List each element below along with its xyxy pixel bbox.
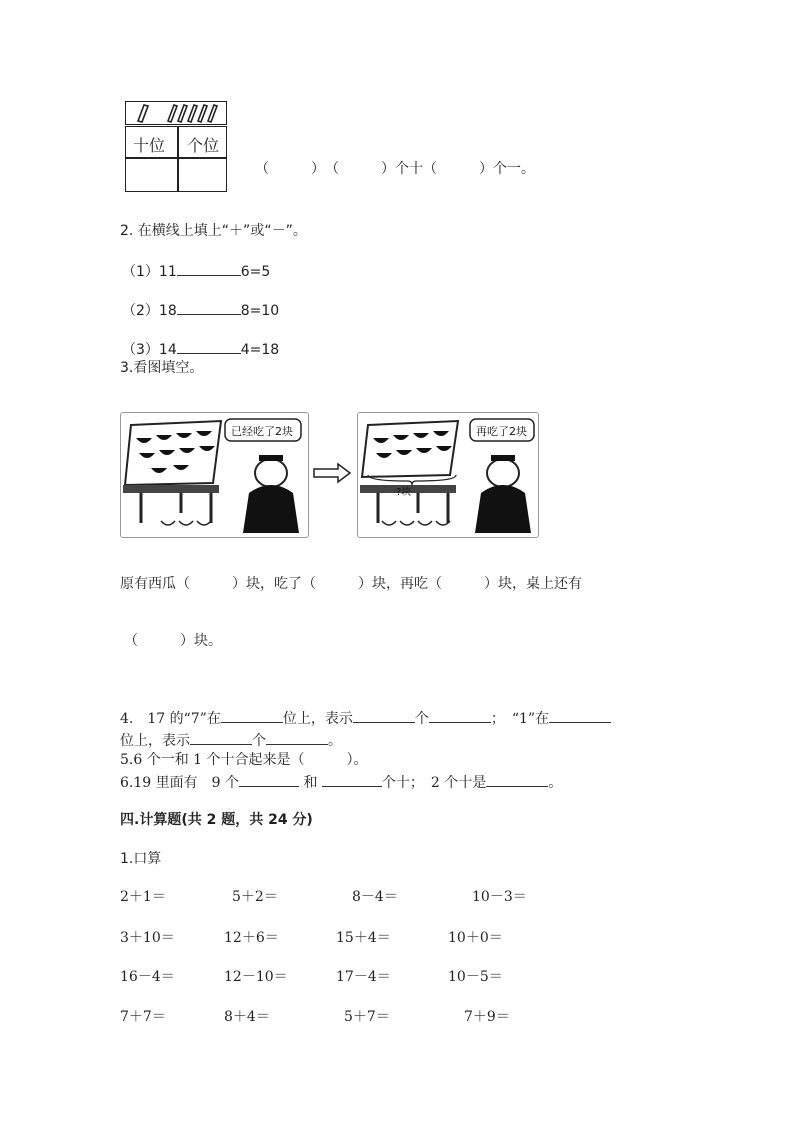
answer-blank[interactable] [239, 772, 299, 787]
answer-blank[interactable] [549, 708, 611, 723]
counting-sticks-figure [125, 101, 227, 125]
answer-blank[interactable] [177, 339, 241, 354]
answer-blank[interactable] [177, 261, 241, 276]
tens-column-label: 十位 [133, 136, 166, 155]
q2-item-1: （1）11 6=5 [122, 261, 270, 281]
q3-line-2: （ ）块。 [124, 633, 222, 649]
answer-blank[interactable] [221, 708, 283, 723]
q4-line-2: 位上，表示 个 。 [120, 730, 342, 750]
place-value-grid [125, 126, 227, 192]
calc-item: 7＋7＝ [120, 1009, 166, 1025]
calc-item: 15＋4＝ [336, 930, 391, 946]
right-arrow-icon [312, 462, 352, 484]
q2-title: 2. 在横线上填上“＋”或“－”。 [120, 223, 307, 239]
sticks-icon [126, 102, 226, 124]
watermelon-picture-right [357, 412, 539, 538]
q2-item-3: （3）14 4=18 [122, 339, 279, 359]
answer-blank[interactable] [486, 772, 548, 787]
calc-item: 16－4＝ [120, 969, 175, 985]
calc-item: 5＋7＝ [344, 1009, 390, 1025]
place-value-table [125, 101, 227, 191]
calc-item: 2＋1＝ [120, 889, 166, 905]
calc-item: 17－4＝ [336, 969, 391, 985]
answer-blank[interactable] [177, 300, 241, 315]
calc-item: 10＋0＝ [448, 930, 503, 946]
bubble-left-text: 已经吃了2块 [231, 425, 293, 438]
calc-item: 10－5＝ [448, 969, 503, 985]
q2-item-2: （2）18 8=10 [122, 300, 279, 320]
q4-line-1: 4. 17 的“7”在 位上，表示 个 ； “1”在 [120, 708, 611, 728]
calc-title: 1.口算 [120, 851, 162, 867]
section-title: 四.计算题(共 2 题，共 24 分) [120, 812, 313, 828]
calc-item: 12＋6＝ [224, 930, 279, 946]
question-mark-label: ?块 [396, 487, 412, 498]
calc-item: 10－3＝ [472, 889, 527, 905]
calc-item: 3＋10＝ [120, 930, 175, 946]
answer-blank[interactable] [322, 772, 382, 787]
q3-title: 3.看图填空。 [120, 360, 204, 376]
q5-text: 5.6 个一和 1 个十合起来是（ ）。 [120, 752, 368, 768]
answer-blank[interactable] [429, 708, 491, 723]
answer-blank[interactable] [190, 730, 252, 745]
ones-column-label: 个位 [187, 136, 220, 155]
answer-blank[interactable] [353, 708, 415, 723]
q3-line-1: 原有西瓜（ ）块，吃了（ ）块，再吃（ ）块，桌上还有 [120, 576, 582, 592]
answer-blank[interactable] [266, 730, 328, 745]
calc-item: 5＋2＝ [232, 889, 278, 905]
calc-item: 7＋9＝ [464, 1009, 510, 1025]
bubble-right-text: 再吃了2块 [476, 425, 527, 438]
calc-item: 12－10＝ [224, 969, 288, 985]
q1-answer-line: （ ） （ ）个十（ ）个一。 [255, 161, 535, 177]
watermelon-picture-left [120, 412, 309, 538]
calc-item: 8＋4＝ [224, 1009, 270, 1025]
watermelon-scene-icon [121, 413, 308, 537]
watermelon-scene-icon [358, 413, 538, 537]
calc-item: 8－4＝ [352, 889, 398, 905]
q6-text: 6.19 里面有 9 个 和 个十； 2 个十是 。 [120, 772, 562, 792]
